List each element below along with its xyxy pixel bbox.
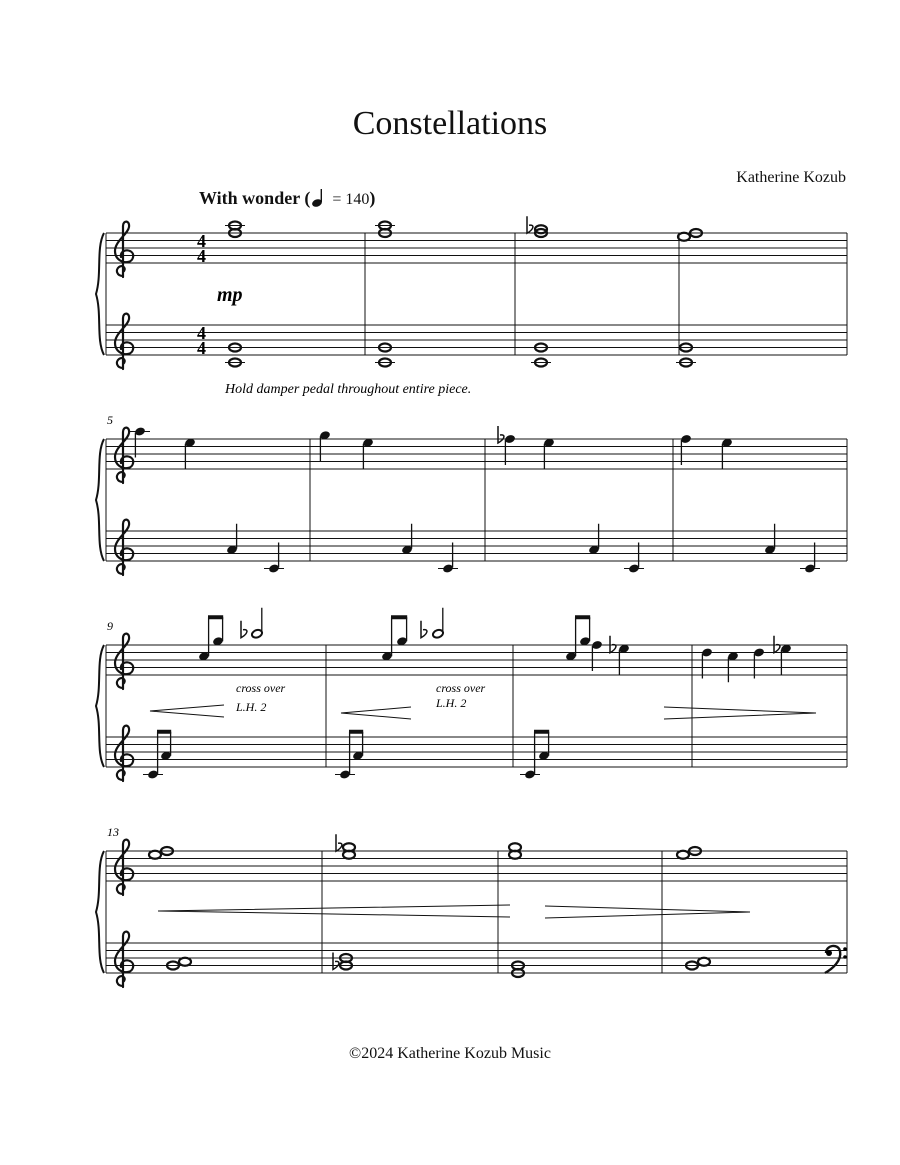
flat-accidental [336,834,342,851]
notes [130,216,820,977]
treble-clef-icon [115,932,133,987]
copyright-footer: ©2024 Katherine Kozub Music [349,1045,551,1062]
time-signature-denominator: 4 [197,338,206,358]
whole-note [698,958,710,966]
staff-lines [106,233,847,973]
treble-clef-icon [115,726,133,781]
crescendo-hairpin [158,905,510,917]
barlines [106,233,847,973]
cross-over-annotation: L.H. 2 [436,696,467,710]
cross-over-annotation: cross over [436,681,486,695]
treble-clef-icon [115,520,133,575]
clefs [115,222,847,987]
treble-clef-icon [115,428,133,483]
staff-brace [96,645,104,767]
staff-brace [96,439,104,561]
measure-number: 13 [107,825,119,839]
cross-over-annotation: L.H. 2 [236,700,267,714]
time-signature-denominator: 4 [197,246,206,266]
flat-accidental [527,216,533,233]
whole-note [149,851,161,859]
time-signature-numerator: 4 [197,231,206,251]
diminuendo-hairpin [545,906,750,918]
treble-clef-icon [115,222,133,277]
flat-accidental [610,636,616,653]
staff-brace [96,233,104,355]
flat-accidental [421,621,427,638]
whole-note [678,233,690,241]
diminuendo-hairpin [664,707,816,719]
whole-note [677,851,689,859]
piece-title: Constellations [352,105,548,142]
composer-name: Katherine Kozub [736,169,846,186]
treble-clef-icon [115,840,133,895]
bass-clef-icon [825,946,847,973]
flat-accidental [774,636,780,653]
flat-accidental [333,953,339,970]
whole-note [179,958,191,966]
staff-brace [96,851,104,973]
pedal-instruction: Hold damper pedal throughout entire piece. [225,382,472,397]
treble-clef-icon [115,634,133,689]
tempo-marking: With wonder ( = 140) [199,188,376,208]
crescendo-hairpin [341,707,411,719]
treble-clef-icon [115,314,133,369]
tempo-bpm: = 140 [332,191,370,208]
braces [96,233,104,973]
crescendo-hairpin [150,705,224,717]
cross-over-annotation: cross over [236,681,286,695]
flat-accidental [241,621,247,638]
measure-number: 5 [107,413,113,427]
time-signature-numerator: 4 [197,323,206,343]
tempo-text: With wonder [199,188,300,208]
dynamic-marking: mp [217,284,243,306]
measure-number: 9 [107,619,113,633]
flat-accidental [498,426,504,443]
